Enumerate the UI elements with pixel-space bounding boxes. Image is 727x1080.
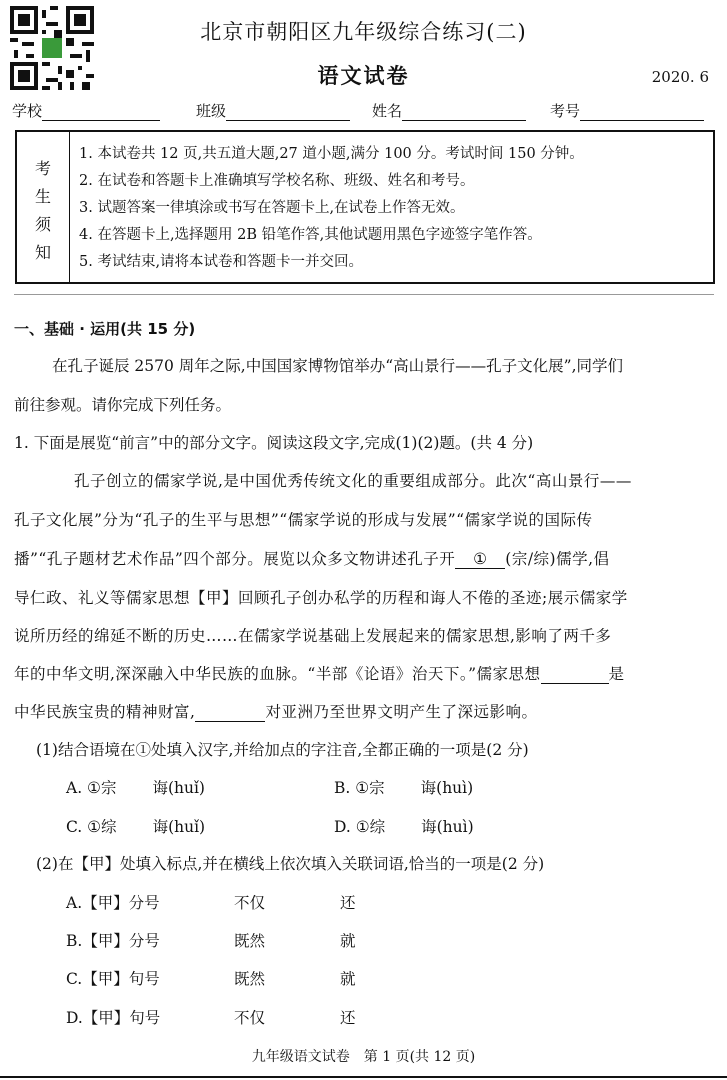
passage-text: 是 xyxy=(608,665,625,683)
option-letter: D. ①综 xyxy=(334,818,386,836)
sub-question-1-stem: (1)结合语境在①处填入汉字,并给加点的字注音,全都正确的一项是(2 分) xyxy=(36,741,529,759)
passage-text: 年的中华文明,深深融入中华民族的血脉。“半部《论语》治天下。”儒家思想 xyxy=(14,665,541,683)
option-1a[interactable] xyxy=(66,776,205,798)
school-line xyxy=(42,102,160,121)
blank-3[interactable] xyxy=(195,703,265,722)
option-punct: B.【甲】分号 xyxy=(66,932,160,950)
notice-item: 3. 试题答案一律填涂或书写在答题卡上,在试卷上作答无效。 xyxy=(79,200,465,216)
name-line xyxy=(402,102,526,121)
notice-item: 5. 考试结束,请将本试卷和答题卡一并交回。 xyxy=(79,254,364,270)
page-footer: 九年级语文试卷 第 1 页(共 12 页) xyxy=(251,1049,476,1065)
blank-2[interactable] xyxy=(541,665,609,684)
option-2d[interactable] xyxy=(66,1006,356,1028)
option-letter: A. ①宗 xyxy=(66,779,117,797)
option-letter: C. ①综 xyxy=(66,818,117,836)
sub-question-2-stem: (2)在【甲】处填入标点,并在横线上依次填入关联词语,恰当的一项是(2 分) xyxy=(36,855,545,873)
notice-list xyxy=(79,141,584,276)
option-punct: D.【甲】句号 xyxy=(66,1009,161,1027)
passage-line-7 xyxy=(14,700,537,722)
exam-date: 2020. 6 xyxy=(651,68,709,86)
passage-text: (宗/综)儒学,倡 xyxy=(505,550,610,568)
notice-label-char: 须 xyxy=(34,215,51,234)
exam-notice-box xyxy=(15,130,715,284)
name-label: 姓名 xyxy=(372,102,403,120)
passage-line-4: 导仁政、礼义等儒家思想【甲】回顾孔子创办私学的历程和诲人不倦的圣迹;展示儒家学 xyxy=(14,589,628,607)
option-punct: C.【甲】句号 xyxy=(66,970,160,988)
option-pinyin: 诲(huì) xyxy=(420,779,474,797)
notice-label xyxy=(17,132,70,282)
passage-text: 对亚洲乃至世界文明产生了深远影响。 xyxy=(265,703,538,721)
option-2a[interactable] xyxy=(66,891,356,913)
passage-line-2: 孔子文化展”分为“孔子的生平与思想”“儒家学说的形成与发展”“儒家学说的国际传 xyxy=(14,511,593,529)
question-1-stem: 1. 下面是展览“前言”中的部分文字。阅读这段文字,完成(1)(2)题。(共 4 分) xyxy=(14,434,534,452)
option-pinyin: 诲(huǐ) xyxy=(152,818,206,836)
intro-line-1: 在孔子诞辰 2570 周年之际,中国国家博物馆举办“高山景行——孔子文化展”,同学们 xyxy=(52,357,624,375)
passage-text: 中华民族宝贵的精神财富, xyxy=(14,703,196,721)
passage-line-1: 孔子创立的儒家学说,是中国优秀传统文化的重要组成部分。此次“高山景行—— xyxy=(74,472,632,490)
notice-item: 2. 在试卷和答题卡上准确填写学校名称、班级、姓名和考号。 xyxy=(79,173,475,189)
option-conj-2: 就 xyxy=(340,932,356,950)
option-1c[interactable] xyxy=(66,815,205,837)
name-field[interactable] xyxy=(372,100,526,121)
option-conj-2: 就 xyxy=(340,970,356,988)
option-1b[interactable] xyxy=(334,776,473,798)
notice-label-char: 生 xyxy=(34,187,51,206)
notice-item: 4. 在答题卡上,选择题用 2B 铅笔作答,其他试题用黑色字迹签字笔作答。 xyxy=(79,227,542,243)
passage-line-6 xyxy=(14,662,625,684)
option-conj-2: 还 xyxy=(340,1009,356,1027)
blank-1[interactable]: ① xyxy=(455,550,505,569)
bottom-rule xyxy=(0,1076,727,1078)
option-punct: A.【甲】分号 xyxy=(66,894,160,912)
exam-no-label: 考号 xyxy=(550,102,581,120)
exam-no-field[interactable] xyxy=(550,100,704,121)
notice-label-char: 知 xyxy=(34,243,51,262)
option-letter: B. ①宗 xyxy=(334,779,385,797)
option-pinyin: 诲(huǐ) xyxy=(152,779,205,797)
passage-text: 播”“孔子题材艺术作品”四个部分。展览以众多文物讲述孔子开 xyxy=(14,550,456,568)
school-label: 学校 xyxy=(12,102,43,120)
option-pinyin: 诲(huì) xyxy=(421,818,474,836)
option-2b[interactable] xyxy=(66,929,356,951)
option-conj-1: 既然 xyxy=(234,970,266,988)
notice-item: 1. 本试卷共 12 页,共五道大题,27 道小题,满分 100 分。考试时间 150 分钟。 xyxy=(79,146,584,162)
notice-label-char: 考 xyxy=(34,159,51,178)
passage-line-5: 说所历经的绵延不断的历史……在儒家学说基础上发展起来的儒家思想,影响了两千多 xyxy=(14,627,612,645)
option-conj-1: 不仅 xyxy=(234,1009,266,1027)
class-label: 班级 xyxy=(196,102,227,120)
option-conj-2: 还 xyxy=(340,894,356,912)
option-2c[interactable] xyxy=(66,967,356,989)
school-field[interactable] xyxy=(12,100,160,121)
section-heading: 一、基础 · 运用(共 15 分) xyxy=(14,320,196,338)
class-field[interactable] xyxy=(196,100,350,121)
divider xyxy=(14,294,714,295)
exam-title: 北京市朝阳区九年级综合练习(二) xyxy=(200,20,527,44)
option-1d[interactable] xyxy=(334,815,474,837)
intro-line-2: 前往参观。请你完成下列任务。 xyxy=(14,396,232,414)
passage-line-3 xyxy=(14,547,610,569)
class-line xyxy=(226,102,350,121)
option-conj-1: 不仅 xyxy=(234,894,266,912)
option-conj-1: 既然 xyxy=(234,932,266,950)
exam-subtitle: 语文试卷 xyxy=(317,63,410,88)
exam-no-line xyxy=(580,102,704,121)
